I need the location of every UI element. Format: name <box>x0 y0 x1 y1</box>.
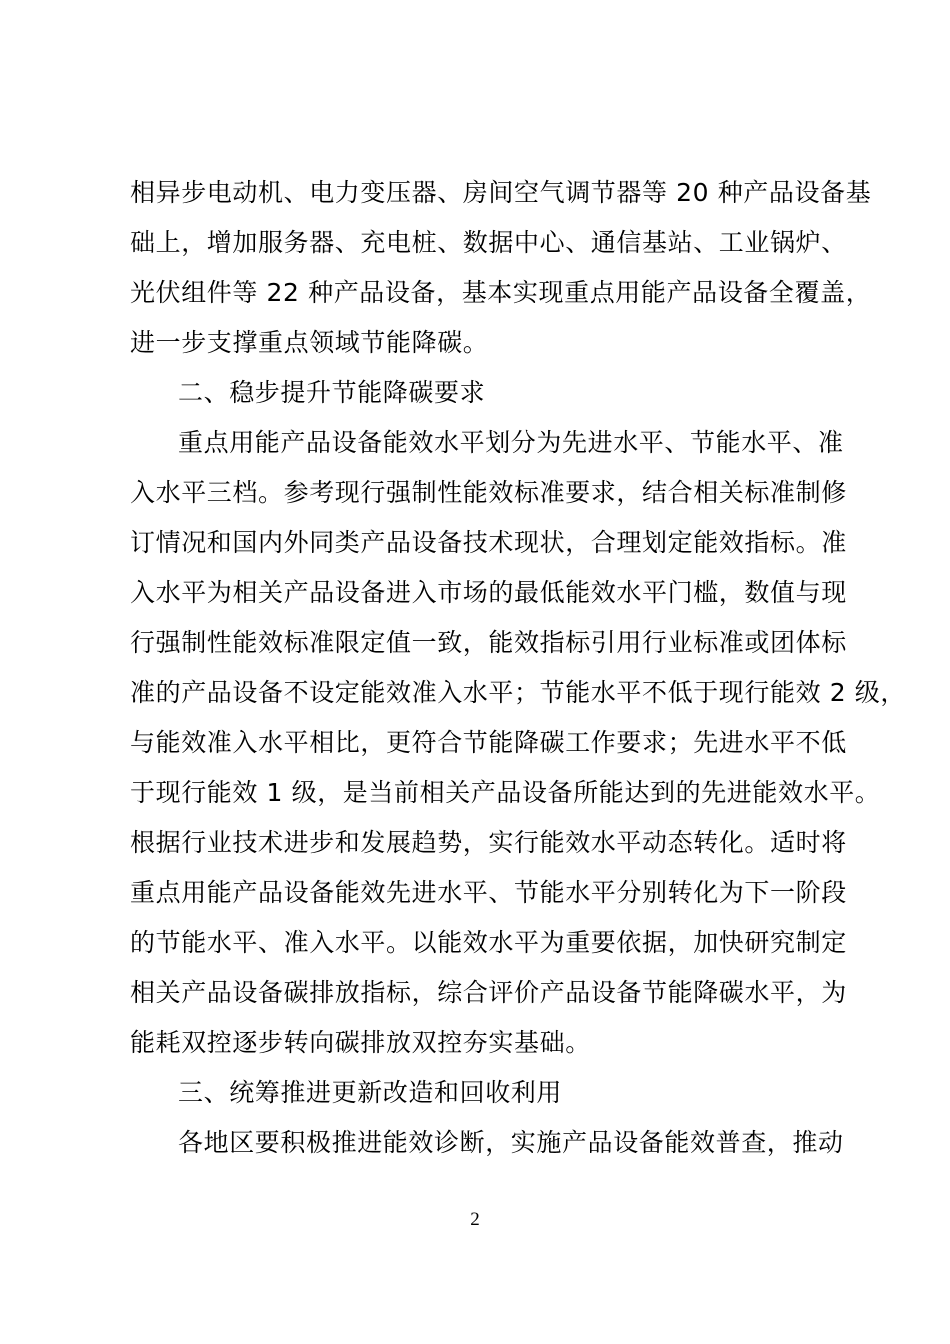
text-line: 的节能水平、准入水平。以能效水平为重要依据，加快研究制定 <box>130 928 847 957</box>
text-line: 重点用能产品设备能效水平划分为先进水平、节能水平、准 <box>178 428 844 457</box>
text-line: 入水平为相关产品设备进入市场的最低能效水平门槛，数值与现 <box>130 578 847 607</box>
section-heading: 三、统筹推进更新改造和回收利用 <box>178 1078 563 1107</box>
page-number: 2 <box>470 1209 480 1230</box>
text-line: 础上，增加服务器、充电桩、数据中心、通信基站、工业锅炉、 <box>130 228 847 257</box>
text-line: 相关产品设备碳排放指标，综合评价产品设备节能降碳水平，为 <box>130 978 847 1007</box>
text-line: 重点用能产品设备能效先进水平、节能水平分别转化为下一阶段 <box>130 878 847 907</box>
text-line: 能耗双控逐步转向碳排放双控夯实基础。 <box>130 1028 591 1057</box>
text-line: 于现行能效 1 级，是当前相关产品设备所能达到的先进能效水平。 <box>130 778 881 807</box>
section-heading: 二、稳步提升节能降碳要求 <box>178 378 486 407</box>
text-line: 各地区要积极推进能效诊断，实施产品设备能效普查，推动 <box>178 1128 844 1157</box>
text-line: 进一步支撑重点领域节能降碳。 <box>130 328 489 357</box>
text-line: 与能效准入水平相比，更符合节能降碳工作要求；先进水平不低 <box>130 728 847 757</box>
text-line: 根据行业技术进步和发展趋势，实行能效水平动态转化。适时将 <box>130 828 847 857</box>
text-line: 光伏组件等 22 种产品设备，基本实现重点用能产品设备全覆盖， <box>130 278 872 307</box>
text-line: 准的产品设备不设定能效准入水平；节能水平不低于现行能效 2 级， <box>130 678 907 707</box>
text-line: 订情况和国内外同类产品设备技术现状，合理划定能效指标。准 <box>130 528 847 557</box>
text-line: 入水平三档。参考现行强制性能效标准要求，结合相关标准制修 <box>130 478 847 507</box>
text-line: 行强制性能效标准限定值一致，能效指标引用行业标准或团体标 <box>130 628 847 657</box>
text-line: 相异步电动机、电力变压器、房间空气调节器等 20 种产品设备基 <box>130 178 872 207</box>
